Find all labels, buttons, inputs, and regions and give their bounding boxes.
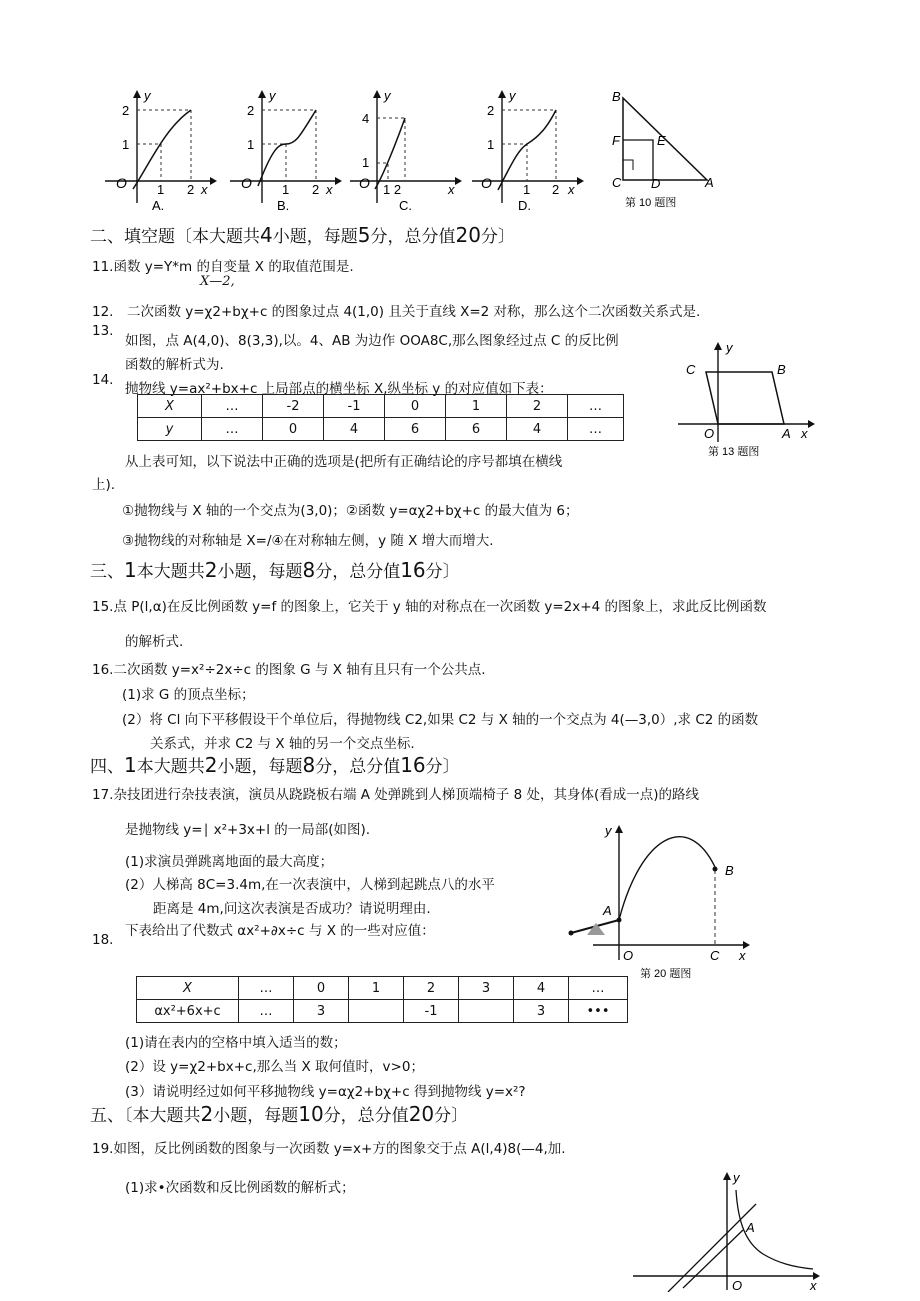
section-3-heading: 三、1本大题共2小题，每题8分，总分值16分〕 xyxy=(90,558,460,582)
fig13-caption: 第 13 题图 xyxy=(708,446,760,458)
fig20-caption: 第 20 题图 xyxy=(640,968,692,980)
q18-cell: ••• xyxy=(569,1000,628,1023)
q18-cell: -1 xyxy=(404,1000,459,1023)
q18-row-value xyxy=(137,1000,628,1023)
q16-part2-line2: 关系式，并求 C2 与 X 轴的另一个交点坐标. xyxy=(150,736,415,752)
q14-line1: 抛物线 y=ax²+bx+c 上局部点的横坐标 X,纵坐标 y 的对应值如下表： xyxy=(125,381,553,397)
fig10-label-c: C xyxy=(612,175,622,190)
q19-line1: 19.如图，反比例函数的图象与一次函数 y=x+方的图象交于点 A(l,4)8(—4,加. xyxy=(92,1141,566,1157)
q17-part2-line1: (2）人梯高 8C=3.4m,在一次表演中，人梯到起跳点八的水平 xyxy=(125,877,495,893)
graph-a-origin: O xyxy=(116,175,127,191)
fig20-label-a: A xyxy=(603,903,612,918)
q14-cell: 0 xyxy=(385,395,446,418)
q16-part2-line1: (2）将 Cl 向下平移假设干个单位后，得抛物线 C2,如果 C2 与 X 轴的一个交点为 4(—3,0）,求 C2 的函数 xyxy=(122,712,759,728)
graph-d-y-label: y xyxy=(509,88,516,103)
graph-b xyxy=(230,88,345,210)
q17-part1: (1)求演员弹跳离地面的最大高度； xyxy=(125,854,334,870)
q15-line2: 的解析式. xyxy=(125,634,184,650)
q14-cell: X xyxy=(138,395,202,418)
q12-text: 12. 二次函数 y=χ2+bχ+c 的图象过点 4(1,0) 且关于直线 X=2 对称，那么这个二次函数关系式是. xyxy=(92,304,701,320)
q18-cell: X xyxy=(137,977,239,1000)
figure-10 xyxy=(605,88,720,210)
graph-c-ytick-1: 1 xyxy=(362,155,370,170)
q18-table xyxy=(136,976,628,1023)
fig19-line xyxy=(668,1204,756,1292)
section-2-heading: 二、填空题〔本大题共4小题，每题5分，总分值20分〕 xyxy=(90,223,515,247)
graph-b-curve xyxy=(258,110,316,186)
q18-cell: 2 xyxy=(404,977,459,1000)
q14-cell: 4 xyxy=(507,418,568,441)
graph-b-ytick-1: 1 xyxy=(247,137,255,152)
fig10-label-d: D xyxy=(651,176,661,191)
q18-cell: 3 xyxy=(514,1000,569,1023)
graph-a-y-label: y xyxy=(144,88,151,103)
graph-c-ytick-4: 4 xyxy=(362,111,370,126)
graph-d xyxy=(472,88,587,210)
fig19-label-x: x xyxy=(810,1278,817,1292)
q18-num: 18. xyxy=(92,932,114,948)
graph-b-option: B. xyxy=(277,198,290,210)
q14-cell: … xyxy=(202,418,263,441)
q18-cell: 4 xyxy=(514,977,569,1000)
fig13-label-y: y xyxy=(726,340,733,355)
q14-cell: y xyxy=(138,418,202,441)
fig20-label-c: C xyxy=(710,948,720,963)
fig10-label-f: F xyxy=(612,133,620,148)
q18-part1: (1)请在表内的空格中填入适当的数； xyxy=(125,1035,347,1051)
q14-row-y xyxy=(138,418,624,441)
fig10-label-a: A xyxy=(705,175,714,190)
q18-cell: 1 xyxy=(349,977,404,1000)
graph-a-xtick-2: 2 xyxy=(187,182,195,197)
q14-cell: … xyxy=(568,395,624,418)
graph-d-x-label: x xyxy=(568,182,575,197)
q14-cell: 6 xyxy=(446,418,507,441)
q14-table xyxy=(137,394,624,441)
fig10-label-b: B xyxy=(612,89,621,104)
q18-cell-blank[interactable] xyxy=(459,1000,514,1023)
q18-part3: (3）请说明经过如何平移抛物线 y=αχ2+bχ+c 得到抛物线 y=x²? xyxy=(125,1084,526,1100)
fig20-point-a xyxy=(617,918,622,923)
q17-line1: 17.杂技团进行杂技表演，演员从跷跷板右端 A 处弹跳到人梯顶端椅子 8 处，其身体(看成一点)的路线 xyxy=(92,787,699,803)
fig20-label-o: O xyxy=(623,948,634,963)
fig20-parabola xyxy=(619,837,715,920)
q18-part2: (2）设 y=χ2+bx+c,那么当 X 取何值时，v>0； xyxy=(125,1059,424,1075)
graph-b-xtick-2: 2 xyxy=(312,182,320,197)
fig13-label-x: x xyxy=(801,426,808,441)
q19-part1: (1)求•次函数和反比例函数的解析式； xyxy=(125,1180,355,1196)
graph-d-xtick-2: 2 xyxy=(552,182,560,197)
graph-a xyxy=(105,88,220,210)
q14-opt2: ③抛物线的对称轴是 X=/④在对称轴左侧，y 随 X 增大而增大. xyxy=(122,533,494,549)
fig19-label-o: O xyxy=(732,1278,743,1292)
q18-cell: … xyxy=(239,977,294,1000)
q14-cell: -2 xyxy=(263,395,324,418)
graph-b-ytick-2: 2 xyxy=(247,103,255,118)
q18-cell-blank[interactable] xyxy=(349,1000,404,1023)
graph-c xyxy=(350,88,465,210)
q16-part1: (1)求 G 的顶点坐标； xyxy=(122,687,255,703)
q14-cell: 0 xyxy=(263,418,324,441)
graph-c-origin: O xyxy=(359,175,370,191)
fig20-point-b xyxy=(713,867,718,872)
graph-c-xticks: 1 2 xyxy=(383,182,402,197)
graph-b-origin: O xyxy=(241,175,252,191)
graph-b-guide-2 xyxy=(262,110,316,181)
graph-d-ytick-2: 2 xyxy=(487,103,495,118)
q13-line2: 函数的解析式为. xyxy=(125,357,224,373)
q11-note: X—2, xyxy=(200,274,235,289)
fig20-label-x: x xyxy=(739,948,746,963)
q18-cell: 3 xyxy=(459,977,514,1000)
q14-after2: 上). xyxy=(92,477,116,493)
graph-c-x-label: x xyxy=(448,182,455,197)
q14-cell: 6 xyxy=(385,418,446,441)
q11-text: 11.函数 y=Y*m 的自变量 X 的取值范围是. xyxy=(92,259,354,275)
fig13-label-o: O xyxy=(704,426,715,441)
figure-13 xyxy=(668,338,818,460)
q18-row-x xyxy=(137,977,628,1000)
graph-b-x-label: x xyxy=(326,182,333,197)
q14-row-x xyxy=(138,395,624,418)
fig13-label-b: B xyxy=(777,362,786,377)
q13-line1: 如图，点 A(4,0)、8(3,3),以。4、AB 为边作 OOA8C,那么图象经过点 C 的反比例 xyxy=(125,333,619,349)
q15-line1: 15.点 P(l,α)在反比例函数 y=f 的图象上，它关于 y 轴的对称点在一次函数 y=2x+4 的图象上，求此反比例函数 xyxy=(92,599,767,615)
fig19-label-y: y xyxy=(733,1170,740,1185)
graph-d-xtick-1: 1 xyxy=(523,182,531,197)
q14-opt1: ①抛物线与 X 轴的一个交点为(3,0)；②函数 y=αχ2+bχ+c 的最大值为 6； xyxy=(122,503,579,519)
graph-b-guide-1 xyxy=(262,144,286,181)
fig10-right-angle xyxy=(623,160,633,170)
q18-cell: αx²+6x+c xyxy=(137,1000,239,1023)
q14-after1: 从上表可知，以下说法中正确的选项是(把所有正确结论的序号都填在横线 xyxy=(125,454,563,470)
q13-num: 13. xyxy=(92,323,114,339)
graph-a-ytick-2: 2 xyxy=(122,103,130,118)
q18-cell: … xyxy=(239,1000,294,1023)
q17-part2-line2: 距离是 4m,问这次表演是否成功？请说明理由. xyxy=(153,901,431,917)
graph-a-curve xyxy=(133,110,191,189)
graph-a-x-label: x xyxy=(201,182,208,197)
q18-cell: 3 xyxy=(294,1000,349,1023)
figure-20 xyxy=(563,815,763,983)
fig19-label-a: A xyxy=(746,1220,755,1235)
q14-num: 14. xyxy=(92,372,114,388)
graph-b-y-label: y xyxy=(269,88,276,103)
section-4-heading: 四、1本大题共2小题，每题8分，总分值16分〕 xyxy=(90,753,460,777)
graph-a-xtick-1: 1 xyxy=(157,182,165,197)
graph-d-ytick-1: 1 xyxy=(487,137,495,152)
fig13-label-c: C xyxy=(686,362,696,377)
section-5-heading: 五、〔本大题共2小题，每题10分，总分值20分〕 xyxy=(90,1102,469,1126)
graph-d-origin: O xyxy=(481,175,492,191)
q16-line1: 16.二次函数 y=x²÷2x÷c 的图象 G 与 X 轴有且只有一个公共点. xyxy=(92,662,486,678)
graph-a-option: A. xyxy=(152,198,165,210)
fig13-label-a: A xyxy=(782,426,791,441)
graph-b-xtick-1: 1 xyxy=(282,182,290,197)
q18-cell: … xyxy=(569,977,628,1000)
graph-c-curve xyxy=(375,118,405,189)
q14-cell: 2 xyxy=(507,395,568,418)
q18-line1: 下表给出了代数式 αx²+∂x÷c 与 X 的一些对应值： xyxy=(125,923,435,939)
graph-c-y-label: y xyxy=(384,88,391,103)
graph-d-guide-2 xyxy=(502,110,556,181)
q14-cell: 4 xyxy=(324,418,385,441)
fig10-caption: 第 10 题图 xyxy=(625,197,677,209)
q14-cell: … xyxy=(568,418,624,441)
q14-cell: -1 xyxy=(324,395,385,418)
fig20-label-b: B xyxy=(725,863,734,878)
q17-line2: 是抛物线 y=∣ x²+3x+l 的一局部(如图). xyxy=(125,822,371,838)
fig10-label-e: E xyxy=(657,133,666,148)
q18-cell: 0 xyxy=(294,977,349,1000)
graph-c-option: C. xyxy=(399,198,412,210)
q14-cell: … xyxy=(202,395,263,418)
fig20-label-y: y xyxy=(605,823,612,838)
graph-a-ytick-1: 1 xyxy=(122,137,130,152)
graph-d-option: D. xyxy=(518,198,531,210)
q14-cell: 1 xyxy=(446,395,507,418)
figure-19 xyxy=(628,1168,828,1292)
